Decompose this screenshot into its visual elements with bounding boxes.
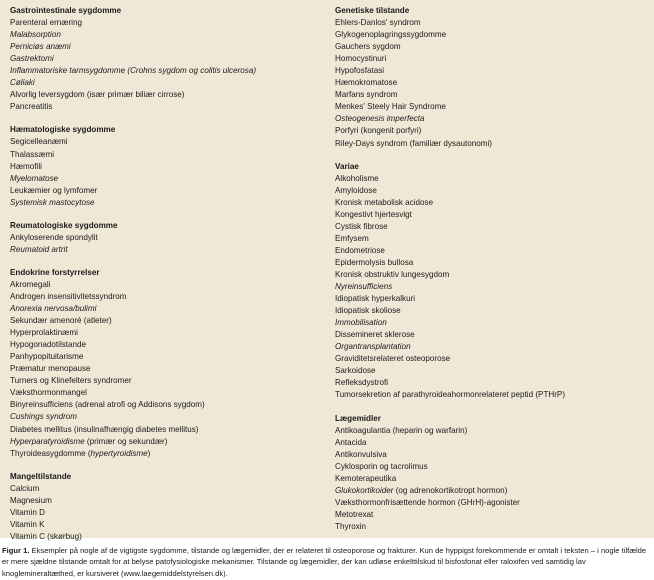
item-text: Endometriose [335,245,385,255]
item-text: Ehlers-Danlos' syndrom [335,18,421,28]
list-item [10,291,328,303]
item-text: Thyroideasygdomme ( [10,448,91,458]
item-text: Emfysem [335,233,369,243]
item-text: Væksthormonfrisættende hormon (GHrH)-agonister [335,497,520,507]
figure-caption [2,545,652,579]
list-item [10,363,328,375]
list-item [335,497,647,509]
list-item [335,89,647,101]
list-item [335,138,647,150]
right-column [335,5,647,544]
list-item [335,521,647,533]
list-item [335,125,647,137]
list-item [10,41,328,53]
list-item [10,519,328,531]
item-text: Thalassæmi [10,149,55,159]
item-text: Sekundær amenoré (atleter) [10,316,112,326]
item-text: Segicelleanæmi [10,137,68,147]
item-text: Turners og Klinefelters syndromer [10,376,132,386]
list-item [10,197,328,209]
item-text: Magnesium [10,495,52,505]
item-text-italic: Perniciøs anæmi [10,42,71,52]
section-l-gemidler [335,413,647,533]
list-item [335,461,647,473]
item-text: Idiopatisk hyperkalkuri [335,294,416,304]
item-text: Parenteral ernæring [10,18,82,28]
item-text-italic: hypertyroidisme [90,448,148,458]
list-item [335,257,647,269]
list-item [10,327,328,339]
item-text: Androgen insensitivitetssyndrom [10,291,127,301]
item-text: Antikoagulantia (heparin og warfarin) [335,425,468,435]
list-item [10,387,328,399]
caption-text: Eksempler på nogle af de vigtigste sygdomme, tilstande og lægemidler, der er relateret til osteoporose og frakturer. Kun de hyppigst forekommende er omtalt i teksten – i nogle tilfælde er mere sjældne tilstande omtalt for at belyse patofysiologiske mekanismer. Tilstande og lægemidler, der kan udløse enkelttilskud til bisfosfonat eller raloxifen ved samtidig lav knoglemineraltæthed, er kursiveret (www.laegemiddelstyrelsen.dk). [2,546,647,578]
list-item [10,65,328,77]
list-item [10,411,328,423]
list-item [10,351,328,363]
section-heading: Genetiske tilstande [335,6,410,15]
list-item [335,389,647,401]
list-item [335,281,647,293]
item-text-italic: Nyreinsufficiens [335,282,393,292]
list-item [10,531,328,543]
list-item [335,365,647,377]
item-text: Metotrexat [335,509,374,519]
list-item [335,173,647,185]
list-item [335,221,647,233]
item-text: Hæmofili [10,161,42,171]
list-item [10,77,328,89]
caption-label: Figur 1. [2,546,30,555]
item-text-italic: Myelomatose [10,173,59,183]
list-item [10,101,328,113]
item-text: Marfans syndrom [335,90,398,100]
item-text: Cystisk fibrose [335,221,388,231]
item-text: Refleksdystrofi [335,378,389,388]
item-text: Leukæmier og lymfomer [10,185,98,195]
item-text: Hypofosfatasi [335,66,385,76]
section-heading: Lægemidler [335,413,381,423]
item-text: Idiopatisk skoliose [335,306,401,316]
list-item [335,509,647,521]
list-item [10,399,328,411]
list-item [10,185,328,197]
item-text: Cyklosporin og tacrolimus [335,461,428,471]
list-item [335,185,647,197]
item-text: Riley-Days syndrom (familiær dysautonomi) [335,138,492,148]
list-item [10,53,328,65]
list-item [335,113,647,125]
item-text: Graviditetsrelateret osteoporose [335,354,451,364]
item-text: Kronisk metabolisk acidose [335,197,434,207]
section-heading: Variae [335,161,359,171]
item-text: Calcium [10,483,40,493]
item-text-italic: Glukokortikoider [335,485,394,495]
list-item [335,377,647,389]
item-text: Vitamin K [10,519,45,529]
list-item [10,339,328,351]
item-text: Diabetes mellitus (insulinafhængig diabetes mellitus) [10,424,199,434]
list-item [335,437,647,449]
list-item [335,233,647,245]
item-text: Hypogonadotilstande [10,340,87,350]
list-item [10,483,328,495]
item-text: Alvorlig leversygdom (især primær biliær cirrose) [10,90,185,100]
list-item [335,449,647,461]
section-heading: Gastrointestinale sygdomme [10,6,122,15]
section-genetiske-tilstande [335,5,647,150]
list-item [10,29,328,41]
list-item [335,101,647,113]
item-text-italic: Immobilisation [335,318,387,328]
item-text: Amyloidose [335,185,377,195]
section-heading: Endokrine forstyrrelser [10,267,100,277]
list-item [10,136,328,148]
item-text: Epidermolysis bullosa [335,257,414,267]
item-text: Dissemineret sklerose [335,330,415,340]
list-item [10,17,328,29]
item-text: Hyperprolaktinæmi [10,328,78,338]
item-text: Binyreinsufficiens (adrenal atrofi og Addisons sygdom) [10,400,205,410]
item-text: (og adrenokortikotropt hormon) [393,485,508,495]
section-variae [335,161,647,402]
list-item [335,353,647,365]
list-item [335,485,647,497]
list-item [10,303,328,315]
list-item [10,89,328,101]
item-text: Antikonvulsiva [335,449,387,459]
item-text: ) [147,448,151,458]
list-item [335,209,647,221]
item-text: Tumorsekretion af parathyroideahormonrelateret peptid (PTHrP) [335,390,566,400]
list-item [10,436,328,448]
item-text: Kongestivt hjertesvigt [335,209,412,219]
item-text: Kronisk obstruktiv lungesygdom [335,269,450,279]
list-item [335,41,647,53]
item-text: Akromegali [10,279,51,289]
list-item [335,17,647,29]
list-item [335,197,647,209]
item-text-italic: Reumatoid artrit [10,244,68,254]
list-item [335,53,647,65]
list-item [10,495,328,507]
item-text-italic: Cushings syndrom [10,412,78,422]
item-text: Sarkoidose [335,366,376,376]
item-text-italic: Inflammatoriske tarmsygdomme (Crohns sygdom og colitis ulcerosa) [10,66,257,76]
left-column [10,5,328,554]
item-text-italic: Gastrektomi [10,54,54,64]
item-text: Antacida [335,437,367,447]
list-item [10,279,328,291]
section-endokrine-forstyrrelser [10,267,328,460]
item-text: Porfyri (kongenit porfyri) [335,126,422,136]
item-text: Panhypopituitarisme [10,352,84,362]
section-mangeltilstande [10,471,328,543]
item-text-italic: Osteogenesis imperfecta [335,114,425,124]
list-item [335,77,647,89]
list-item [335,341,647,353]
item-text-italic: Systemisk mastocytose [10,197,95,207]
list-item [10,507,328,519]
list-item [10,161,328,173]
item-text: Thyroxin [335,521,367,531]
list-item [335,425,647,437]
item-text: Hæmokromatose [335,78,398,88]
item-text: Gauchers sygdom [335,42,401,52]
list-item [335,473,647,485]
section-heading: Hæmatologiske sygdomme [10,125,116,135]
item-text-italic: Cøliaki [10,78,35,88]
item-text: Pancreatitis [10,102,53,112]
list-item [10,149,328,161]
list-item [10,375,328,387]
list-item [10,173,328,185]
item-text: Glykogenoplagringssygdomme [335,30,447,40]
list-item [335,29,647,41]
list-item [335,293,647,305]
list-item [10,424,328,436]
item-text-italic: Malabsorption [10,30,61,40]
section-h-matologiske-sygdomme [10,124,328,208]
item-text: Væksthormonmangel [10,388,87,398]
section-gastrointestinale-sygdomme [10,5,328,113]
item-text: Vitamin D [10,507,45,517]
list-item [335,245,647,257]
item-text: Præmatur menopause [10,364,91,374]
item-text-italic: Anorexia nervosa/bulimi [10,304,97,314]
item-text: Menkes' Steely Hair Syndrome [335,102,446,112]
list-item [10,448,328,460]
item-text: (primær og sekundær) [84,436,168,446]
item-text: Kemoterapeutika [335,473,397,483]
list-item [10,232,328,244]
item-text: Ankyloserende spondylit [10,232,98,242]
list-item [10,244,328,256]
list-item [335,65,647,77]
item-text-italic: Hyperparatyroidisme [10,436,85,446]
list-item [335,329,647,341]
item-text: Vitamin C (skørbug) [10,531,82,541]
section-heading: Mangeltilstande [10,471,72,481]
section-reumatologiske-sygdomme [10,220,328,256]
section-heading: Reumatologiske sygdomme [10,220,118,230]
list-item [335,305,647,317]
item-text: Alkoholisme [335,173,379,183]
item-text: Homocystinuri [335,54,387,64]
list-item [10,315,328,327]
list-item [335,317,647,329]
list-item [335,269,647,281]
item-text-italic: Organtransplantation [335,342,411,352]
